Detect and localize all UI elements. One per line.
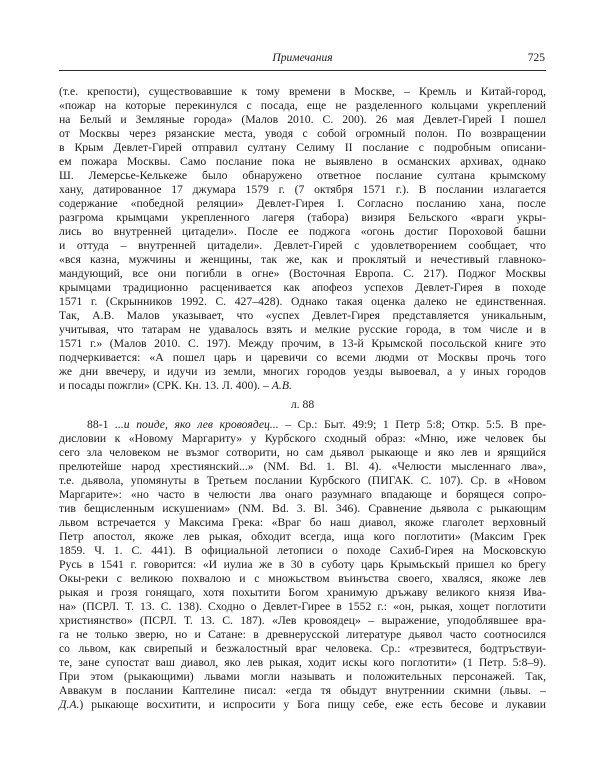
text-line: (т.е. крепости), существовавшие к тому времени в Москве, – Кремль и Китай-город, xyxy=(59,85,546,98)
text-line: При этом (рыкающими) львами могли называть и положительных персонажей. Так, xyxy=(59,670,546,683)
text-line xyxy=(59,698,546,712)
text-line: те, зане супостат ваш диавол, яко лев рыкая, ходит искы кого поглотити» (1 Петр. 5:8–9). xyxy=(59,656,546,669)
text-line: ем пожара Москвы. Само послание пока не выявлено в османских архивах, однако xyxy=(59,155,546,168)
text-line: га не только зверю, но и Сатане: в древнерусской литературе дьявол часто соотносился xyxy=(59,628,546,641)
text-line: со львом, как свирепый и безжалостный враг человека. Ср.: «трезвитеся, бодтръствуи- xyxy=(59,642,546,655)
opening-rest: – Ср.: Быт. 49:9; 1 Петр 5:8; Откр. 5:5. В пре- xyxy=(278,418,546,431)
text-line: крымцами традиционно расценивается как апофеоз успехов Девлет-Гирея в походе xyxy=(59,281,546,294)
annotator-initials: А.В. xyxy=(271,379,292,392)
folio-heading: л. 88 xyxy=(290,398,315,411)
lemma-quote: ...и поиде, яко лев кровоядец... xyxy=(115,418,279,431)
note-paragraph-88-1 xyxy=(59,418,546,712)
text-line: разгрома крымцами укрепленного лагеря (табора) визиря Бельского «враги укры- xyxy=(59,211,546,224)
running-header xyxy=(59,52,546,72)
text-line: на» (ПСРЛ. Т. 13. С. 138). Сходно о Девлет-Гирее в 1552 г.: «он, рыкая, хощет поглотити xyxy=(59,600,546,613)
text-line: в Крым Девлет-Гирей отправил султану Селиму II послание с подробным описани- xyxy=(59,141,546,154)
text-line: на Белый и Земляные города» (Малов 2010. С. 200). 26 мая Девлет-Гирей I пошел xyxy=(59,113,546,126)
header-rule xyxy=(59,70,546,71)
text-line: «вся казна, мужчины и женщины, так же, как и проклятый и нечестивый главноко- xyxy=(59,253,546,266)
text-line: львом встречается у Максима Грека: «Враг бо наш диавол, якоже глаголет верховный xyxy=(59,516,546,529)
text-line: Маргарите»: «но часто в челюсти лва онаго разумнаго впадающе и борящеся сопро- xyxy=(59,488,546,501)
text-line: и оттуда – внутренней цитадели». Девлет-Гирей с удовлетворением сообщает, что xyxy=(59,239,546,252)
text-line: дисловии к «Новому Маргариту» у Курбского сходный образ: «Мню, иже человек бы xyxy=(59,432,546,445)
text-line: же дни ввечеру, и идучи из земли, многих городов уезды вывоевал, а у иных городов xyxy=(59,365,546,378)
page-number: 725 xyxy=(527,52,545,64)
text-line: Ш. Лемерсье-Келькеже было обнаружено ответное послание султана крымскому xyxy=(59,169,546,182)
note-number: 88-1 xyxy=(87,418,116,431)
text-line: Аввакум в послании Каптелине писал: «егда тя обыдут внутреннии скимни (львы. – xyxy=(59,684,546,697)
text-line: «пожар на которые перекинулся с посада, еще не разделенного кольцами укреплений xyxy=(59,99,546,112)
note-paragraph-continuation xyxy=(59,85,546,393)
closing-rest: ) рыкающе восхитити, и испросити у Бога пищу себе, еже есть бесове и лукавии xyxy=(79,698,546,711)
text-line xyxy=(59,418,546,432)
text-line: Так, А.В. Малов указывает, что «успех Девлет-Гирея представляется уникальным, xyxy=(59,309,546,322)
text-line: подчеркивается: «А пошел царь и царевичи со всеми людми от Москвы прочь того xyxy=(59,351,546,364)
text-line: Русь в 1541 г. говорится: «И иулиа же в 30 в суботу царь Крымьскый пришел ко брегу xyxy=(59,558,546,571)
text-line: Петр апостол, якоже лев рыкая, обходит всегда, ища кого поглотити» (Максим Грек xyxy=(59,530,546,543)
text-line: прелютейше народ хрестиянский...» (NM. Bd. 1. Bl. 4). «Челюсти мысленнаго лва», xyxy=(59,460,546,473)
text-line: содержание «победной реляции» Девлет-Гирея I. Согласно посланию хана, после xyxy=(59,197,546,210)
page-content xyxy=(59,52,546,712)
text-line: християнство» (ПСРЛ. Т. 13. С. 187). «Лев кровоядец» – выражение, уподоблявшее вра- xyxy=(59,614,546,627)
text-line: учитывая, что татарам не удавалось взять и мелкие русские города, в том числе и в xyxy=(59,323,546,336)
text-line: 1859. Ч. 1. С. 441). В официальной летописи о походе Сахиб-Гирея на Московскую xyxy=(59,544,546,557)
text-line: мандующий, все они погибли в огне» (Восточная Европа. С. 217). Поджог Москвы xyxy=(59,267,546,280)
text-line xyxy=(59,379,546,393)
text-line: 1571 г. (Скрынников 1992. С. 427–428). Однако такая оценка далеко не единственная. xyxy=(59,295,546,308)
text-line: рыкая и грозя гонящаго, хотя похытити Богом хранимую дръжаву великого князя Ива- xyxy=(59,586,546,599)
running-title: Примечания xyxy=(272,52,333,64)
annotator-initials: Д.А. xyxy=(59,698,80,711)
text-line: лись во внутренней цитадели». После ее поджога «огонь достиг Пороховой башни xyxy=(59,225,546,238)
text-line: хану, датированное 17 джумара 1579 г. (7 октября 1571 г.). В послании излагается xyxy=(59,183,546,196)
text-line: сего зла человеком не възмог сотворити, но сам дьявол рыкающе и яко лев и ярящийся xyxy=(59,446,546,459)
text-line: 1571 г.» (Малов 2010. С. 197). Между прочим, в 13-й Крымской посольской книге это xyxy=(59,337,546,350)
closing-text: и посады пожгли» (СРК. Кн. 13. Л. 400). – xyxy=(59,379,272,392)
text-line: тив бещисленным искушениам» (NM. Bd. 3. Bl. 346). Сравнение дьявола с рыкающим xyxy=(59,502,546,515)
text-line: от Москвы через рязанские места, уводя с собой огромный полон. По возвращении xyxy=(59,127,546,140)
text-line: Окы-реки с великою похвалою и с множьством въинъства своего, хваляся, якоже лев xyxy=(59,572,546,585)
text-line: т.е. дьявола, упомянуты в Третьем послании Курбского (ПИГАК. С. 107). Ср. в «Новом xyxy=(59,474,546,487)
